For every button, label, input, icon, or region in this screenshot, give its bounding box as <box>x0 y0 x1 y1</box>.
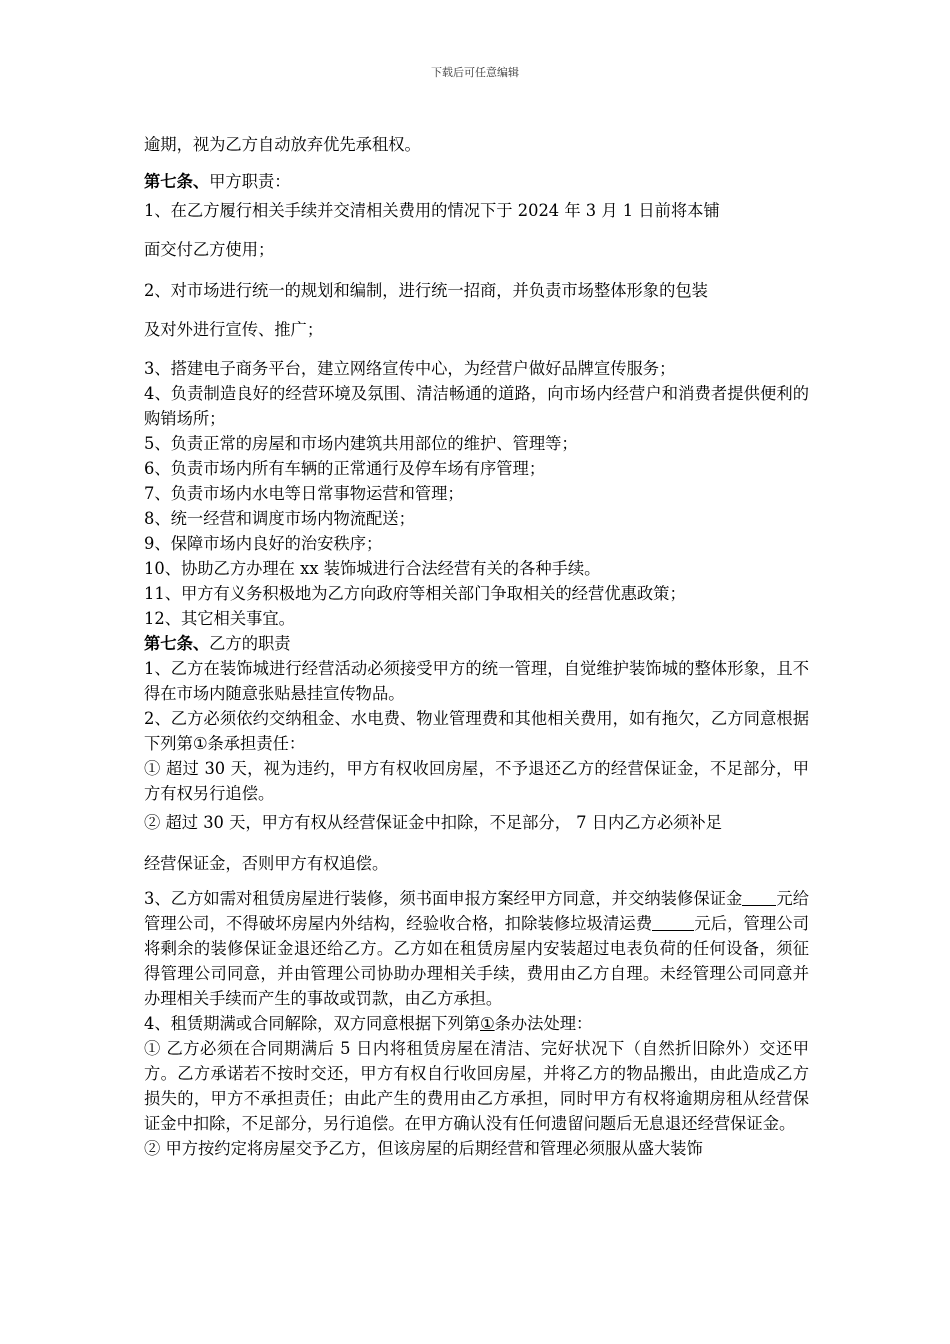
tenant-duty-2-tail: 条承担责任： <box>207 734 306 753</box>
option-2-line-a: ② 超过 30 天，甲方有权从经营保证金中扣除，不足部分， 7 日内乙方必须补足 <box>144 813 722 832</box>
duty-item-12: 12、其它相关事宜。 <box>144 609 295 628</box>
article-7b-heading <box>144 631 809 656</box>
page-header-note: 下载后可任意编辑 <box>431 66 519 79</box>
duty-item-10: 10、协助乙方办理在 xx 装饰城进行合法经营有关的各种手续。 <box>144 559 601 578</box>
tenant-duty-3-text-c: 元后，管理公司将剩余的装修保证金退还给乙方。乙方如在租赁房屋内安装超过电表负荷的任何设备，须征得管理公司同意，并由管理公司协助办理相关手续，费用由乙方自理。未经管理公司同意并办理相关手续而产生的事故或罚款，由乙方承担。 <box>144 914 809 1008</box>
option-2-line-b: 经营保证金，否则甲方有权追偿。 <box>144 854 389 873</box>
duty-item-2-line-a: 2、对市场进行统一的规划和编制，进行统一招商，并负责市场整体形象的包装 <box>144 281 708 300</box>
article-7-heading <box>144 169 809 194</box>
duty-item-7: 7、负责市场内水电等日常事物运营和管理； <box>144 484 464 503</box>
option-1-expiry: ① 乙方必须在合同期满后 5 日内将租赁房屋在清洁、完好状况下（自然折旧除外）交还甲方。乙方承诺若不按时交还，甲方有权自行收回房屋，并将乙方的物品搬出，由此造成乙方损失的，甲方不承担责任；由此产生的费用由乙方承担，同时甲方有权将逾期房租从经营保证金中扣除，不足部分，另行追偿。在甲方确认没有任何遗留问题后无息退还经营保证金。 <box>144 1039 809 1133</box>
duty-item-1-line-b: 面交付乙方使用； <box>144 240 275 259</box>
document-body <box>144 132 809 1161</box>
duty-item-2-line-b: 及对外进行宣传、推广； <box>144 320 324 339</box>
tenant-duty-3-text-b: 元给管理公司，不得破坏房屋内外结构，经验收合格，扣除装修垃圾清运费 <box>144 889 809 933</box>
article-number: 第七条、 <box>144 634 210 653</box>
duty-item-6: 6、负责市场内所有车辆的正常通行及停车场有序管理； <box>144 459 546 478</box>
tenant-duty-4 <box>144 1011 809 1036</box>
article-subtitle: 甲方职责： <box>209 172 291 191</box>
option-2-expiry: ② 甲方按约定将房屋交予乙方，但该房屋的后期经营和管理必须服从盛大装饰 <box>144 1139 703 1158</box>
duty-item-5: 5、负责正常的房屋和市场内建筑共用部位的维护、管理等； <box>144 434 578 453</box>
article-number: 第七条、 <box>144 172 210 191</box>
option-1-arrears: ① 超过 30 天，视为违约，甲方有权收回房屋，不予退还乙方的经营保证金，不足部分，甲方有权另行追偿。 <box>144 759 809 803</box>
duty-item-1-line-a: 1、在乙方履行相关手续并交清相关费用的情况下于 2024 年 3 月 1 日前将本铺 <box>144 201 720 220</box>
article-subtitle: 乙方的职责 <box>209 634 291 653</box>
duty-item-9: 9、保障市场内良好的治安秩序； <box>144 534 383 553</box>
tenant-duty-2-text: 2、乙方必须依约交纳租金、水电费、物业管理费和其他相关费用，如有拖欠，乙方同意根据下列第 <box>144 709 809 753</box>
tenant-duty-4-tail: 条办法处理： <box>494 1014 593 1033</box>
paragraph-overdue: 逾期，视为乙方自动放弃优先承租权。 <box>144 135 421 154</box>
duty-item-11: 11、甲方有义务积极地为乙方向政府等相关部门争取相关的经营优惠政策； <box>144 584 686 603</box>
tenant-duty-3 <box>144 886 809 1011</box>
deposit-amount-blank <box>742 890 776 906</box>
duty-item-3: 3、搭建电子商务平台，建立网络宣传中心，为经营户做好品牌宣传服务； <box>144 359 676 378</box>
duty-item-8: 8、统一经营和调度市场内物流配送； <box>144 509 415 528</box>
tenant-duty-2 <box>144 706 809 756</box>
tenant-duty-1: 1、乙方在装饰城进行经营活动必须接受甲方的统一管理，自觉维护装饰城的整体形象，且不得在市场内随意张贴悬挂宣传物品。 <box>144 659 809 703</box>
clause-choice: ① <box>192 734 208 753</box>
duty-item-4: 4、负责制造良好的经营环境及氛围、清洁畅通的道路，向市场内经营户和消费者提供便利的购销场所； <box>144 384 809 428</box>
clause-choice: ① <box>480 1014 495 1033</box>
tenant-duty-3-text-a: 3、乙方如需对租赁房屋进行装修，须书面申报方案经甲方同意，并交纳装修保证金 <box>144 889 743 908</box>
cleanup-fee-blank <box>652 915 694 931</box>
duty-item-2 <box>144 274 809 346</box>
duty-item-1 <box>144 194 809 266</box>
tenant-duty-4-text: 4、租赁期满或合同解除，双方同意根据下列第 <box>144 1014 480 1033</box>
option-2-arrears <box>144 806 809 880</box>
